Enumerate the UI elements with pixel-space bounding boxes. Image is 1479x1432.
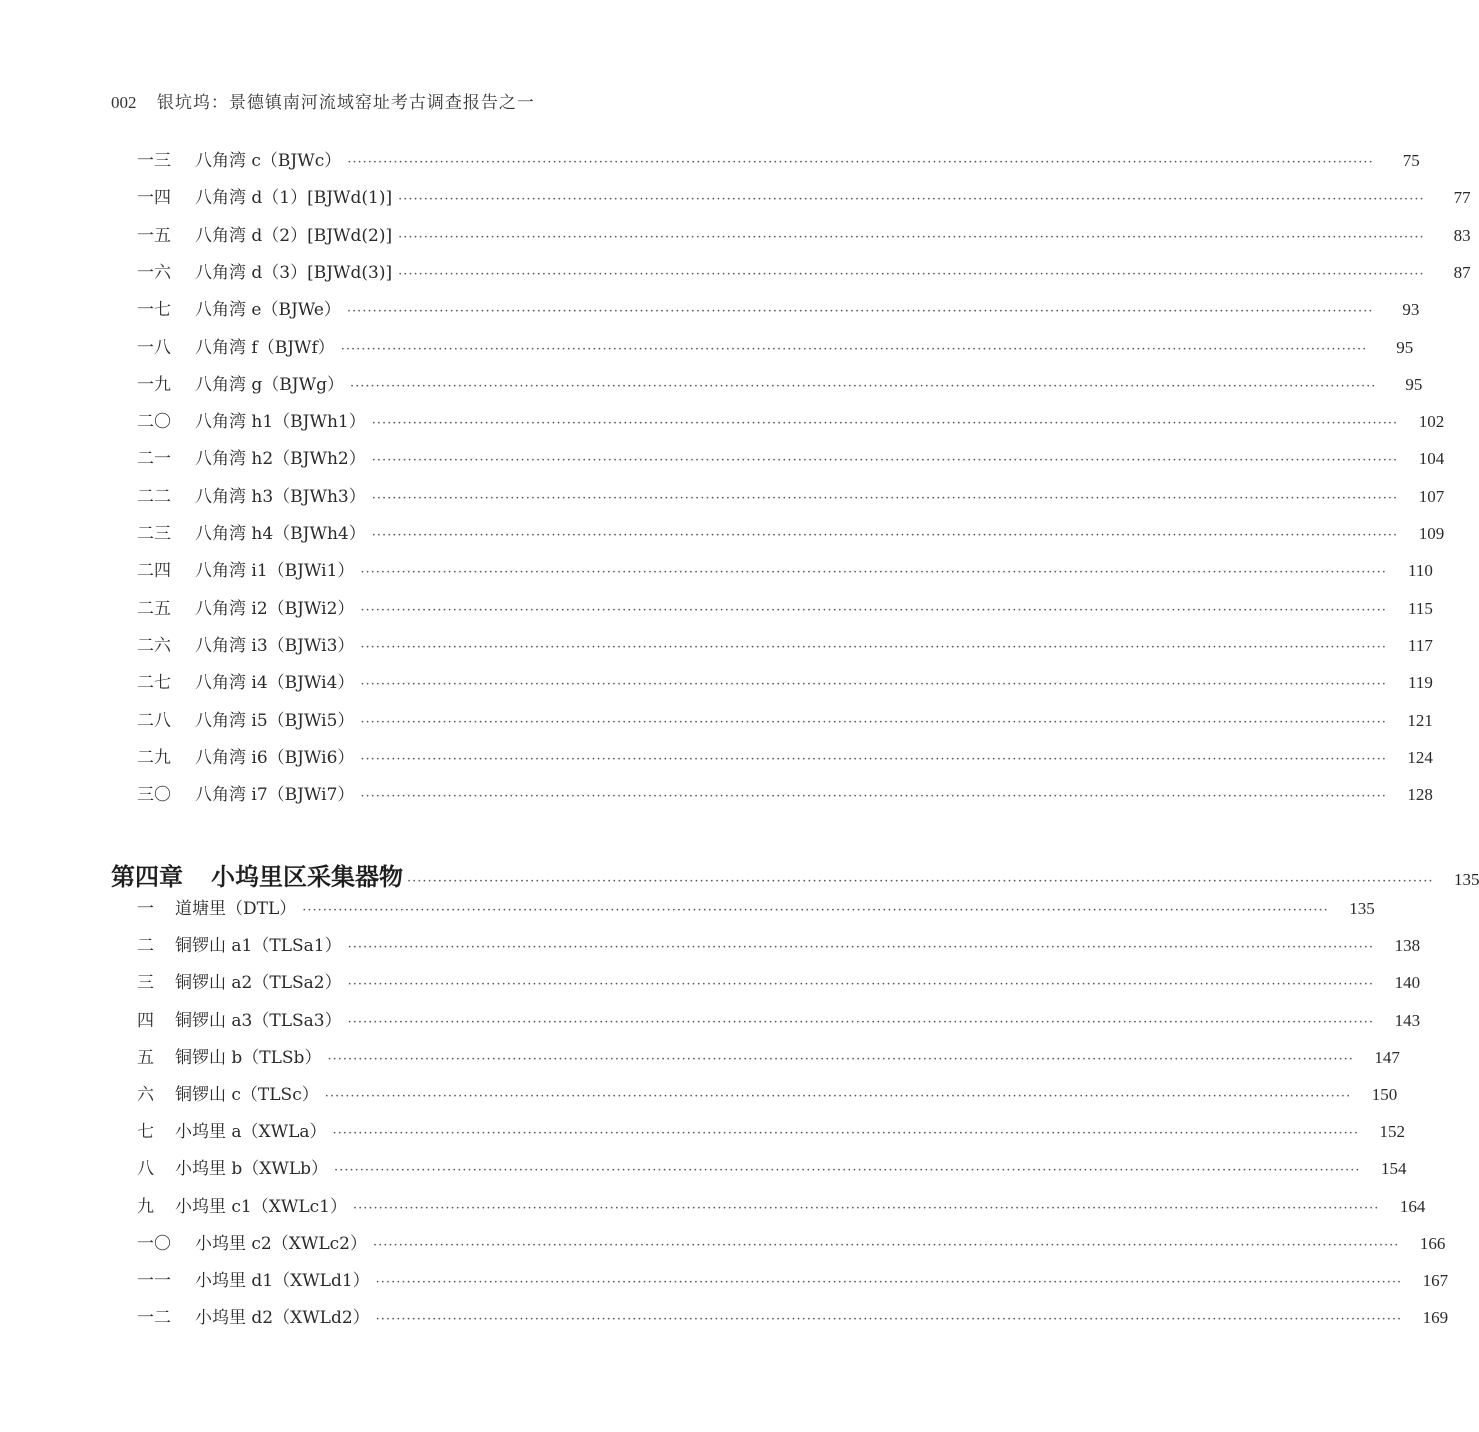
leader-dots: ········································································································································································································	[346, 304, 1374, 320]
leader-dots: ········································································································································································································	[340, 341, 1368, 357]
entry-title: 八角湾 e（BJWe）	[195, 300, 341, 321]
entry-title: 铜锣山 a2（TLSa2）	[175, 973, 342, 994]
entry-title: 八角湾 h3（BJWh3）	[195, 486, 366, 507]
entry-page: 107	[1418, 486, 1445, 506]
entry-number: 二八	[137, 710, 171, 731]
entry-number: 一二	[137, 1308, 171, 1329]
leader-dots: ········································································································································································································	[372, 1237, 1400, 1253]
entry-page: 166	[1419, 1233, 1446, 1253]
entry-number: 二五	[137, 598, 171, 619]
entry-number: 二九	[137, 747, 171, 768]
entry-number: 二	[137, 936, 154, 957]
entry-number: 三	[137, 973, 154, 994]
entry-page: 83	[1453, 225, 1471, 245]
entry-number: 二六	[137, 635, 171, 656]
entry-page: 167	[1422, 1271, 1449, 1290]
entry-title: 铜锣山 a3（TLSa3）	[175, 1010, 342, 1031]
entry-number: 七	[137, 1122, 154, 1143]
entry-title: 八角湾 i6（BJWi6）	[195, 747, 355, 768]
entry-title: 小坞里 c1（XWLc1）	[175, 1196, 347, 1217]
leader-dots: ········································································································································································································	[334, 1163, 1361, 1179]
entry-number: 三〇	[137, 785, 171, 806]
toc-entry[interactable]	[137, 1119, 1406, 1145]
entry-page: 143	[1394, 1010, 1421, 1030]
leader-dots: ········································································································································································································	[375, 1312, 1403, 1328]
entry-title: 八角湾 c（BJWc）	[195, 151, 342, 171]
entry-title: 八角湾 i5（BJWi5）	[195, 710, 355, 731]
leader-dots: ········································································································································································································	[360, 639, 1387, 655]
entry-page: 102	[1418, 412, 1445, 432]
toc-entry[interactable]	[137, 745, 1433, 771]
entry-page: 110	[1408, 561, 1433, 581]
entry-page: 109	[1418, 524, 1445, 543]
leader-dots: ········································································································································································································	[360, 602, 1387, 618]
toc-entry[interactable]	[137, 521, 1445, 547]
entry-title: 小坞里 b（XWLb）	[175, 1159, 329, 1180]
entry-number: 一四	[137, 188, 171, 209]
entry-number: 一六	[137, 262, 171, 283]
entry-number: 二一	[137, 449, 171, 470]
entry-number: 二四	[137, 561, 171, 582]
leader-dots: ········································································································································································································	[371, 416, 1399, 432]
entry-number: 一八	[137, 337, 171, 358]
page-number: 002	[111, 93, 137, 112]
entry-page: 115	[1408, 598, 1433, 618]
entry-page: 138	[1394, 936, 1421, 956]
toc-entry[interactable]	[137, 782, 1433, 808]
leader-dots: ········································································································································································································	[398, 192, 1425, 208]
entry-title: 八角湾 d（2）[BJWd(2)]	[195, 225, 393, 246]
entry-page: 121	[1407, 710, 1433, 730]
toc-entry[interactable]	[137, 1194, 1426, 1220]
entry-title: 八角湾 g（BJWg）	[195, 374, 344, 395]
entry-number: 一五	[137, 225, 171, 246]
entry-title: 铜锣山 a1（TLSa1）	[175, 936, 342, 957]
toc-entry[interactable]	[137, 1305, 1449, 1331]
entry-title: 小坞里 d2（XWLd2）	[195, 1308, 370, 1329]
entry-page: 147	[1374, 1047, 1400, 1067]
toc-entry[interactable]	[137, 1231, 1446, 1257]
entry-number: 九	[137, 1196, 154, 1217]
leader-dots: ········································································································································································································	[407, 874, 1434, 889]
toc-entry[interactable]	[137, 670, 1433, 696]
toc-entry[interactable]	[137, 446, 1445, 472]
toc-entry[interactable]	[137, 1082, 1398, 1108]
toc-entry[interactable]	[137, 185, 1471, 211]
toc-entry[interactable]	[137, 148, 1420, 174]
leader-dots: ········································································································································································································	[360, 677, 1387, 693]
toc-entry[interactable]	[137, 896, 1375, 922]
entry-title: 八角湾 h2（BJWh2）	[195, 449, 366, 470]
toc-entry[interactable]	[137, 297, 1420, 323]
leader-dots: ········································································································································································································	[324, 1089, 1352, 1104]
entry-title: 八角湾 d（3）[BJWd(3)]	[195, 262, 393, 283]
entry-title: 八角湾 i4（BJWi4）	[195, 673, 355, 694]
leader-dots: ········································································································································································································	[347, 1014, 1375, 1030]
leader-dots: ········································································································································································································	[375, 1275, 1403, 1290]
entry-number: 一七	[137, 300, 171, 321]
chapter-page: 135	[1453, 870, 1479, 889]
entry-number: 二二	[137, 486, 171, 507]
toc-entry[interactable]	[137, 1045, 1400, 1071]
toc-entry[interactable]	[137, 335, 1414, 361]
book-title: 银坑坞：景德镇南河流域窑址考古调查报告之一	[156, 93, 535, 113]
entry-title: 八角湾 f（BJWf）	[195, 337, 335, 358]
entry-page: 119	[1408, 673, 1433, 693]
entry-title: 八角湾 h1（BJWh1）	[195, 412, 366, 433]
toc-entry[interactable]	[137, 223, 1471, 249]
toc-entry[interactable]	[137, 596, 1433, 622]
entry-number: 四	[137, 1010, 154, 1031]
chapter-title: 小坞里区采集器物	[211, 862, 403, 891]
toc-entry[interactable]	[137, 260, 1471, 286]
leader-dots: ········································································································································································································	[349, 378, 1377, 394]
leader-dots: ········································································································································································································	[398, 229, 1425, 245]
entry-page: 152	[1379, 1122, 1406, 1142]
entry-title: 铜锣山 c（TLSc）	[175, 1085, 319, 1105]
leader-dots: ········································································································································································································	[360, 565, 1387, 581]
entry-number: 一〇	[137, 1233, 171, 1254]
entry-page: 77	[1453, 188, 1471, 208]
toc-entry[interactable]	[137, 970, 1421, 996]
entry-page: 95	[1405, 374, 1423, 394]
toc-entry[interactable]	[137, 1008, 1421, 1034]
leader-dots: ········································································································································································································	[398, 266, 1425, 282]
entry-number: 一	[137, 899, 154, 919]
leader-dots: ········································································································································································································	[371, 528, 1399, 543]
leader-dots: ········································································································································································································	[347, 155, 1374, 170]
toc-entry[interactable]	[137, 558, 1433, 584]
entry-number: 五	[137, 1047, 154, 1068]
entry-title: 八角湾 i3（BJWi3）	[195, 635, 355, 656]
leader-dots: ········································································································································································································	[371, 490, 1399, 506]
toc-entry[interactable]	[137, 409, 1445, 435]
leader-dots: ········································································································································································································	[360, 789, 1387, 805]
toc-entry[interactable]	[137, 633, 1433, 659]
leader-dots: ········································································································································································································	[371, 453, 1399, 469]
entry-number: 一三	[137, 151, 171, 171]
entry-number: 二七	[137, 673, 171, 694]
entry-page: 75	[1402, 151, 1420, 170]
entry-title: 八角湾 i7（BJWi7）	[195, 785, 355, 806]
entry-title: 八角湾 i2（BJWi2）	[195, 598, 355, 619]
entry-title: 铜锣山 b（TLSb）	[175, 1047, 322, 1068]
leader-dots: ········································································································································································································	[360, 714, 1387, 730]
toc-entry[interactable]	[137, 1268, 1449, 1294]
entry-number: 一九	[137, 374, 171, 395]
toc-entry[interactable]	[137, 372, 1423, 398]
entry-page: 164	[1399, 1196, 1426, 1216]
entry-page: 128	[1407, 785, 1433, 805]
entry-page: 93	[1402, 300, 1420, 320]
entry-page: 117	[1408, 635, 1433, 655]
entry-title: 小坞里 d1（XWLd1）	[195, 1271, 370, 1291]
entry-page: 169	[1422, 1308, 1449, 1328]
entry-page: 135	[1349, 899, 1375, 918]
entry-page: 124	[1407, 747, 1433, 767]
toc-entry[interactable]	[137, 933, 1421, 959]
entry-title: 八角湾 h4（BJWh4）	[195, 524, 366, 544]
toc-entry[interactable]	[137, 1156, 1407, 1182]
entry-title: 八角湾 d（1）[BJWd(1)]	[195, 188, 393, 209]
entry-page: 87	[1453, 262, 1471, 282]
entry-title: 八角湾 i1（BJWi1）	[195, 561, 355, 582]
leader-dots: ········································································································································································································	[332, 1126, 1360, 1142]
entry-number: 八	[137, 1159, 154, 1180]
leader-dots: ········································································································································································································	[327, 1051, 1354, 1067]
entry-page: 154	[1381, 1159, 1407, 1179]
entry-number: 一一	[137, 1271, 171, 1291]
leader-dots: ········································································································································································································	[360, 751, 1387, 767]
entry-page: 140	[1394, 973, 1421, 993]
leader-dots: ········································································································································································································	[352, 1200, 1380, 1216]
entry-number: 二〇	[137, 412, 171, 433]
entry-title: 小坞里 a（XWLa）	[175, 1122, 327, 1143]
chapter-label: 第四章	[111, 862, 183, 891]
entry-page: 150	[1371, 1085, 1398, 1104]
toc-entry[interactable]	[137, 708, 1433, 734]
chapter-heading[interactable]	[111, 858, 1479, 892]
entry-title: 小坞里 c2（XWLc2）	[195, 1233, 367, 1254]
entry-number: 六	[137, 1085, 154, 1105]
entry-page: 95	[1396, 337, 1414, 357]
entry-number: 二三	[137, 524, 171, 544]
leader-dots: ········································································································································································································	[347, 977, 1375, 993]
entry-page: 104	[1418, 449, 1445, 469]
leader-dots: ········································································································································································································	[302, 903, 1329, 918]
entry-title: 道塘里（DTL）	[175, 899, 297, 919]
leader-dots: ········································································································································································································	[347, 940, 1375, 956]
toc-entry[interactable]	[137, 484, 1445, 510]
running-head	[111, 88, 535, 113]
